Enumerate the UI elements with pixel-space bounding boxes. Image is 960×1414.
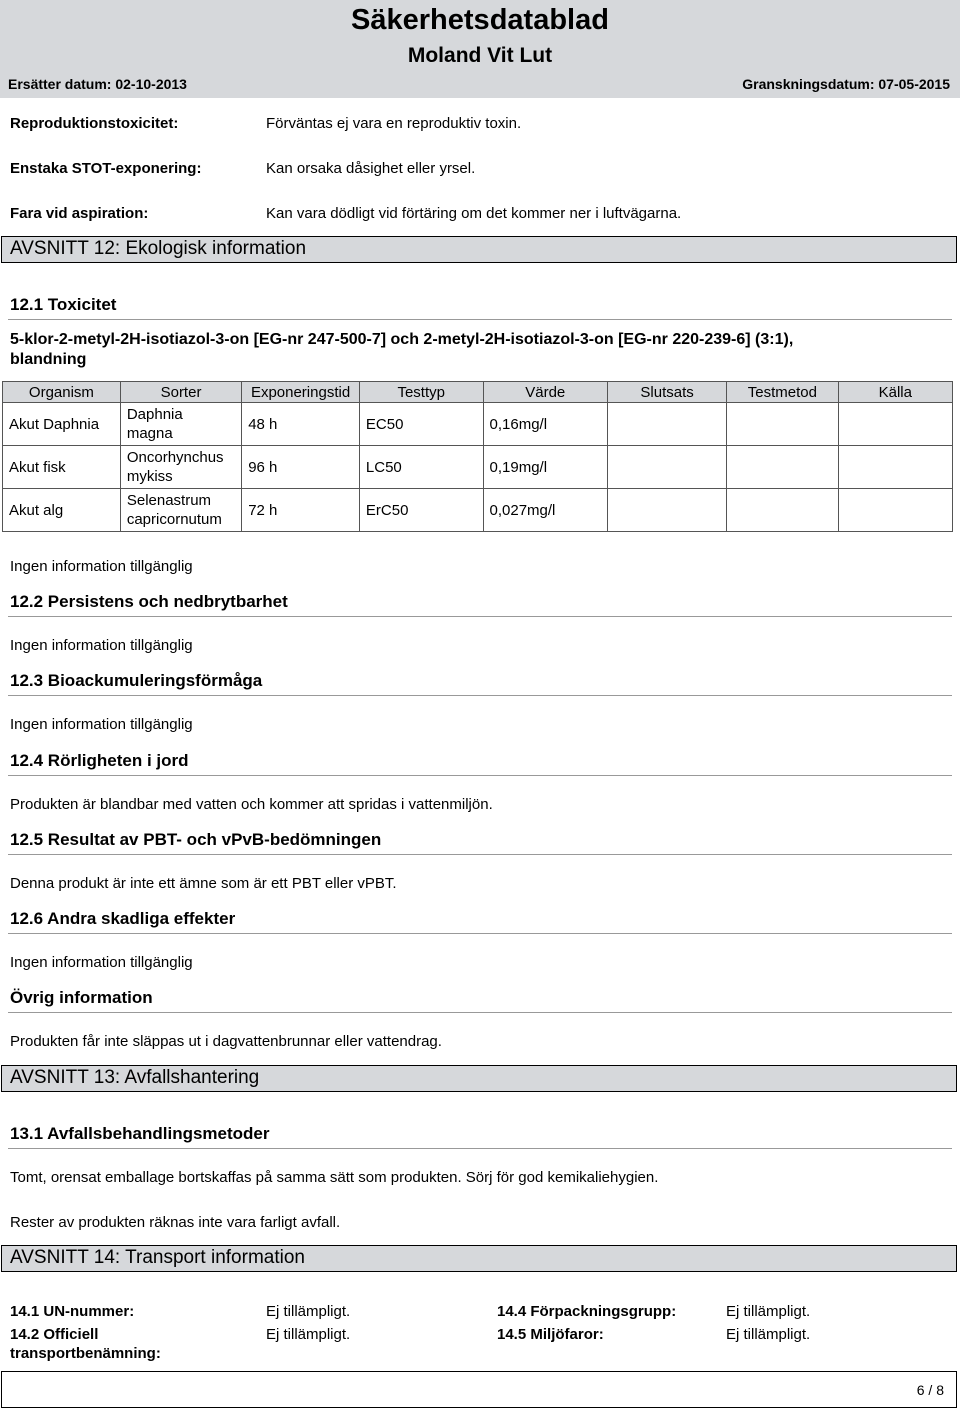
cell-method (727, 403, 838, 446)
page-number: 6 / 8 (916, 1382, 944, 1398)
cell-source (838, 403, 952, 446)
col-header-method: Testmetod (727, 382, 838, 403)
prop-label-stot: Enstaka STOT-exponering: (10, 160, 202, 177)
review-date: Granskningsdatum: 07-05-2015 (742, 76, 950, 92)
prop-label-reproductive: Reproduktionstoxicitet: (10, 115, 179, 132)
subsection-12-5-text: Denna produkt är inte ett ämne som är ett PBT eller vPBT. (10, 875, 397, 892)
divider (8, 854, 952, 855)
species-line: Oncorhynchus (126, 449, 224, 466)
table-row (3, 446, 953, 489)
prop-label-aspiration: Fara vid aspiration: (10, 205, 149, 222)
shipping-name-label-line2: transportbenämning: (10, 1345, 161, 1362)
env-hazards-value: Ej tillämpligt. (726, 1326, 811, 1343)
cell-method (727, 489, 838, 532)
subsection-12-4-title: 12.4 Rörligheten i jord (10, 751, 189, 770)
col-header-value: Värde (483, 382, 608, 403)
subsection-12-6-title: 12.6 Andra skadliga effekter (10, 909, 236, 928)
subsection-12-1-title: 12.1 Toxicitet (10, 295, 117, 314)
col-header-testtype: Testtyp (359, 382, 483, 403)
cell-conclusion (608, 403, 727, 446)
subsection-13-1-title: 13.1 Avfallsbehandlingsmetoder (10, 1124, 270, 1143)
cell-exposure: 48 h (242, 403, 360, 446)
cell-organism: Akut alg (3, 489, 121, 532)
section-13-header (1, 1065, 957, 1092)
subsection-12-3-text: Ingen information tillgänglig (10, 716, 193, 733)
table-row (3, 403, 953, 446)
subsection-12-4-text: Produkten är blandbar med vatten och kommer att spridas i vattenmiljön. (10, 796, 493, 813)
col-header-species: Sorter (120, 382, 241, 403)
cell-species (120, 403, 241, 446)
divider (8, 1012, 952, 1013)
subsection-12-2-text: Ingen information tillgänglig (10, 637, 193, 654)
un-number-label: 14.1 UN-nummer: (10, 1303, 135, 1320)
species-line: Selenastrum (126, 492, 212, 509)
document-header (0, 0, 960, 98)
cell-exposure: 96 h (242, 446, 360, 489)
shipping-name-value: Ej tillämpligt. (266, 1326, 351, 1343)
subsection-12-3-title: 12.3 Bioackumuleringsförmåga (10, 671, 263, 690)
species-line: Daphnia (126, 406, 183, 423)
subsection-12-6-text: Ingen information tillgänglig (10, 954, 193, 971)
cell-conclusion (608, 489, 727, 532)
col-header-conclusion: Slutsats (608, 382, 727, 403)
page-footer (1, 1371, 957, 1408)
packing-group-value: Ej tillämpligt. (726, 1303, 811, 1320)
env-hazards-label: 14.5 Miljöfaror: (497, 1326, 604, 1343)
prop-value-aspiration: Kan vara dödligt vid förtäring om det kommer ner i luftvägarna. (266, 205, 682, 222)
packing-group-label: 14.4 Förpackningsgrupp: (497, 1303, 677, 1320)
section-14-title: AVSNITT 14: Transport information (10, 1247, 305, 1268)
toxicity-table (2, 381, 953, 532)
cell-organism: Akut Daphnia (3, 403, 121, 446)
section-13-text-1: Tomt, orensat emballage bortskaffas på samma sätt som produkten. Sörj för god kemikaliehygien. (10, 1169, 659, 1186)
cell-conclusion (608, 446, 727, 489)
cell-value: 0,16mg/l (483, 403, 608, 446)
section-13-text-2: Rester av produkten räknas inte vara farligt avfall. (10, 1214, 341, 1231)
product-name: Moland Vit Lut (407, 44, 553, 67)
table-row (3, 489, 953, 532)
subsection-12-2-title: 12.2 Persistens och nedbrytbarhet (10, 592, 288, 611)
divider (8, 319, 952, 320)
cell-value: 0,027mg/l (483, 489, 608, 532)
replaces-date: Ersätter datum: 02-10-2013 (8, 76, 187, 92)
divider (8, 933, 952, 934)
species-line: mykiss (126, 468, 173, 485)
section-12-title: AVSNITT 12: Ekologisk information (10, 238, 307, 259)
cell-source (838, 446, 952, 489)
shipping-name-label-line1: 14.2 Officiell (10, 1326, 99, 1343)
cell-source (838, 489, 952, 532)
cell-species (120, 489, 241, 532)
section-13-title: AVSNITT 13: Avfallshantering (10, 1067, 260, 1088)
cell-species (120, 446, 241, 489)
section-14-header (1, 1245, 957, 1272)
species-line: magna (126, 425, 173, 442)
substance-name-line2: blandning (10, 351, 87, 368)
other-info-text: Produkten får inte släppas ut i dagvattenbrunnar eller vattendrag. (10, 1033, 442, 1050)
prop-value-reproductive: Förväntas ej vara en reproduktiv toxin. (266, 115, 522, 132)
divider (8, 695, 952, 696)
divider (8, 775, 952, 776)
cell-value: 0,19mg/l (483, 446, 608, 489)
un-number-value: Ej tillämpligt. (266, 1303, 351, 1320)
cell-organism: Akut fisk (3, 446, 121, 489)
divider (8, 616, 952, 617)
col-header-source: Källa (838, 382, 952, 403)
prop-value-stot: Kan orsaka dåsighet eller yrsel. (266, 160, 476, 177)
cell-testtype: LC50 (359, 446, 483, 489)
table-header-row (3, 382, 953, 403)
col-header-exposure: Exponeringstid (242, 382, 360, 403)
substance-name-line1: 5-klor-2-metyl-2H-isotiazol-3-on [EG-nr 247-500-7] och 2-metyl-2H-isotiazol-3-on [EG-nr 220-239-6] (3:1), (10, 331, 794, 348)
toxicity-note: Ingen information tillgänglig (10, 558, 193, 575)
cell-testtype: ErC50 (359, 489, 483, 532)
species-line: capricornutum (126, 511, 222, 528)
col-header-organism: Organism (3, 382, 121, 403)
section-12-header (1, 236, 957, 263)
cell-exposure: 72 h (242, 489, 360, 532)
cell-method (727, 446, 838, 489)
cell-testtype: EC50 (359, 403, 483, 446)
other-info-title: Övrig information (10, 988, 153, 1007)
document-title: Säkerhetsdatablad (351, 4, 609, 36)
divider (8, 1148, 952, 1149)
subsection-12-5-title: 12.5 Resultat av PBT- och vPvB-bedömningen (10, 830, 382, 849)
